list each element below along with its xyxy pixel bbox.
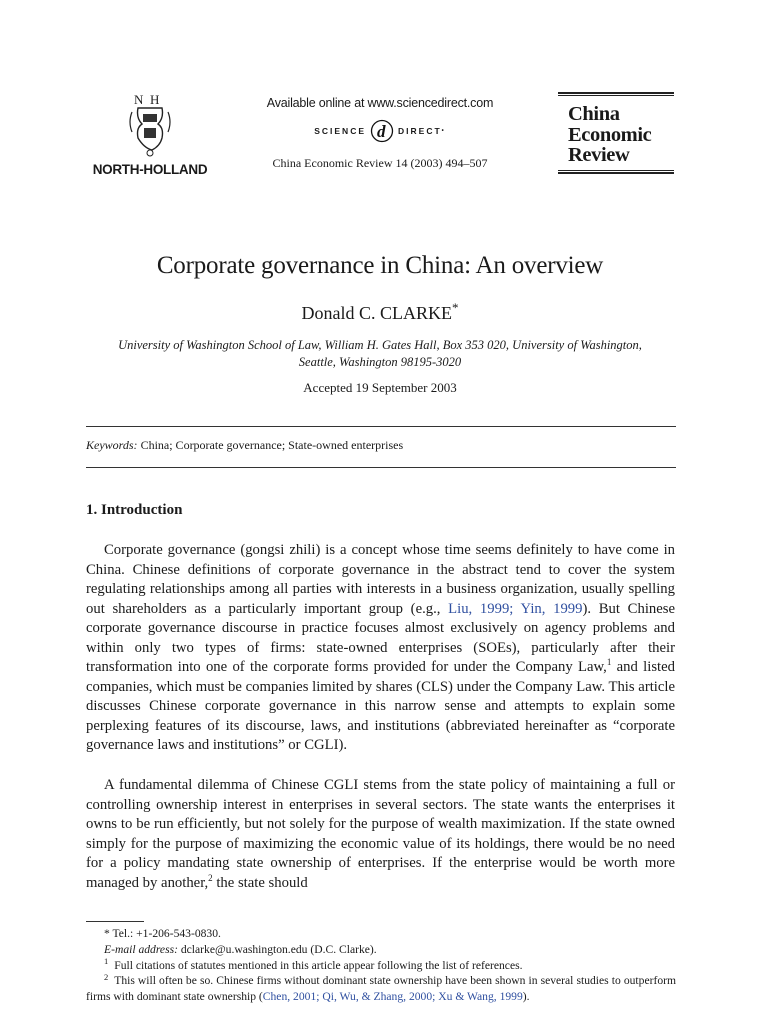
footnote-2-number: 2 xyxy=(104,971,109,982)
keywords-list: China; Corporate governance; State-owned enterprises xyxy=(140,438,404,452)
keywords-rule-bottom xyxy=(86,467,676,468)
sciencedirect-at-icon xyxy=(370,119,394,143)
para2-text-1: A fundamental dilemma of Chinese CGLI stems from the state policy of maintaining a full or controlling ownership interest in enterprises in several sectors. The state wants the enterprises it owns to be run efficiently, but not solely for the purpose of wealth maximization. If the state owned simply for the purpose of maximizing the economic value of its holdings, there would be no need for a policy mandating state ownership of enterprises. If the enterprise would be worth more managed by another, xyxy=(86,777,675,891)
email-value[interactable]: dclarke@u.washington.edu (D.C. Clarke). xyxy=(177,942,377,956)
journal-name xyxy=(568,104,674,166)
available-online-link[interactable]: Available online at www.sciencedirect.com xyxy=(266,96,494,110)
para1-text-3: and listed companies, which must be companies limited by shares (CLS) under the Company Law. This article discusses Chinese corporate governance in this narrow sense and attempts to explain some perplexing features of its discourse, laws, and institutions (abbreviated hereinafter as “corporate governance laws and institutions” or CGLI). xyxy=(86,659,675,753)
sd-symbol: d xyxy=(377,122,388,141)
journal-line-3: Review xyxy=(568,144,630,166)
footnote-1-number: 1 xyxy=(104,955,109,966)
body-paragraph-2 xyxy=(86,776,675,893)
sd-left-word: SCIENCE xyxy=(314,126,367,136)
para1-text-2: ). But Chinese corporate governance discourse in practice focuses almost exclusively on agency problems and within only two types of firms: state-owned enterprises (SOEs), particularly after their transformation into one of the corporate forms provided for under the Company Law, xyxy=(86,600,675,675)
svg-text:H: H xyxy=(150,92,160,107)
email-label: E-mail address: xyxy=(104,942,178,956)
keywords-rule-top xyxy=(86,426,676,427)
footnote-2 xyxy=(86,973,676,1005)
footnote-ref-2[interactable]: 2 xyxy=(208,872,213,883)
journal-citation: China Economic Review 14 (2003) 494–507 xyxy=(272,156,488,170)
author-footnote-mark[interactable]: * xyxy=(452,300,459,315)
footnote-email xyxy=(86,942,676,958)
accepted-date: Accepted 19 September 2003 xyxy=(303,380,457,395)
affiliation-line-2: Seattle, Washington 98195-3020 xyxy=(298,355,462,369)
publisher-logo xyxy=(84,92,216,182)
sd-right-word: DIRECT xyxy=(398,126,442,136)
affiliation-line-1: University of Washington School of Law, William H. Gates Hall, Box 353 020, University of Washington, xyxy=(118,338,642,352)
section-heading: 1. Introduction xyxy=(86,502,183,518)
citation-link-chen-qi-xu[interactable]: Chen, 2001; Qi, Wu, & Zhang, 2000; Xu & Wang, 1999 xyxy=(262,990,523,1004)
footnote-2-text: This will often be so. Chinese firms without dominant state ownership have been shown in several studies to outperform firms with dominant state ownership ( xyxy=(86,974,676,1004)
body-paragraph-1 xyxy=(86,541,675,756)
para2-text-2: the state should xyxy=(212,874,308,891)
article-author xyxy=(84,300,676,324)
footnote-2-end: ). xyxy=(522,990,530,1004)
author-name: Donald C. CLARKE xyxy=(301,303,452,323)
north-holland-emblem-icon xyxy=(114,92,186,158)
article-title: Corporate governance in China: An overview xyxy=(156,252,604,279)
journal-rule-top xyxy=(558,92,674,96)
journal-line-2: Economic xyxy=(568,123,652,146)
keywords-label: Keywords: xyxy=(86,438,138,452)
journal-rule-bottom xyxy=(558,170,674,174)
para1-text-1: Corporate governance (gongsi zhili) is a concept whose time seems definitely to have come in China. Chinese definitions of corporate governance in the abstract tend to cover the system regulating relationships among all parties with interests in a business organization, usually spelling out shareholders as a particularly important group (e.g., xyxy=(86,542,675,617)
footnotes xyxy=(86,926,676,1005)
header-center xyxy=(230,96,530,171)
footnote-tel: * Tel.: +1-206-543-0830. xyxy=(104,927,221,940)
citation-link-liu-yin[interactable]: Liu, 1999; Yin, 1999 xyxy=(448,600,583,617)
journal-logo xyxy=(558,92,674,174)
publisher-name: NORTH-HOLLAND xyxy=(92,162,208,177)
keywords xyxy=(86,438,676,453)
footnote-1-text: Full citations of statutes mentioned in this article appear following the list of references. xyxy=(114,958,523,972)
author-affiliation xyxy=(84,337,676,371)
footnote-1 xyxy=(86,955,676,974)
svg-text:N: N xyxy=(134,92,144,107)
journal-line-1: China xyxy=(568,103,620,125)
footnote-ref-1[interactable]: 1 xyxy=(606,657,612,668)
sciencedirect-logo: SCIENCE d DIRECT • xyxy=(230,118,530,144)
footnote-rule xyxy=(86,921,144,922)
